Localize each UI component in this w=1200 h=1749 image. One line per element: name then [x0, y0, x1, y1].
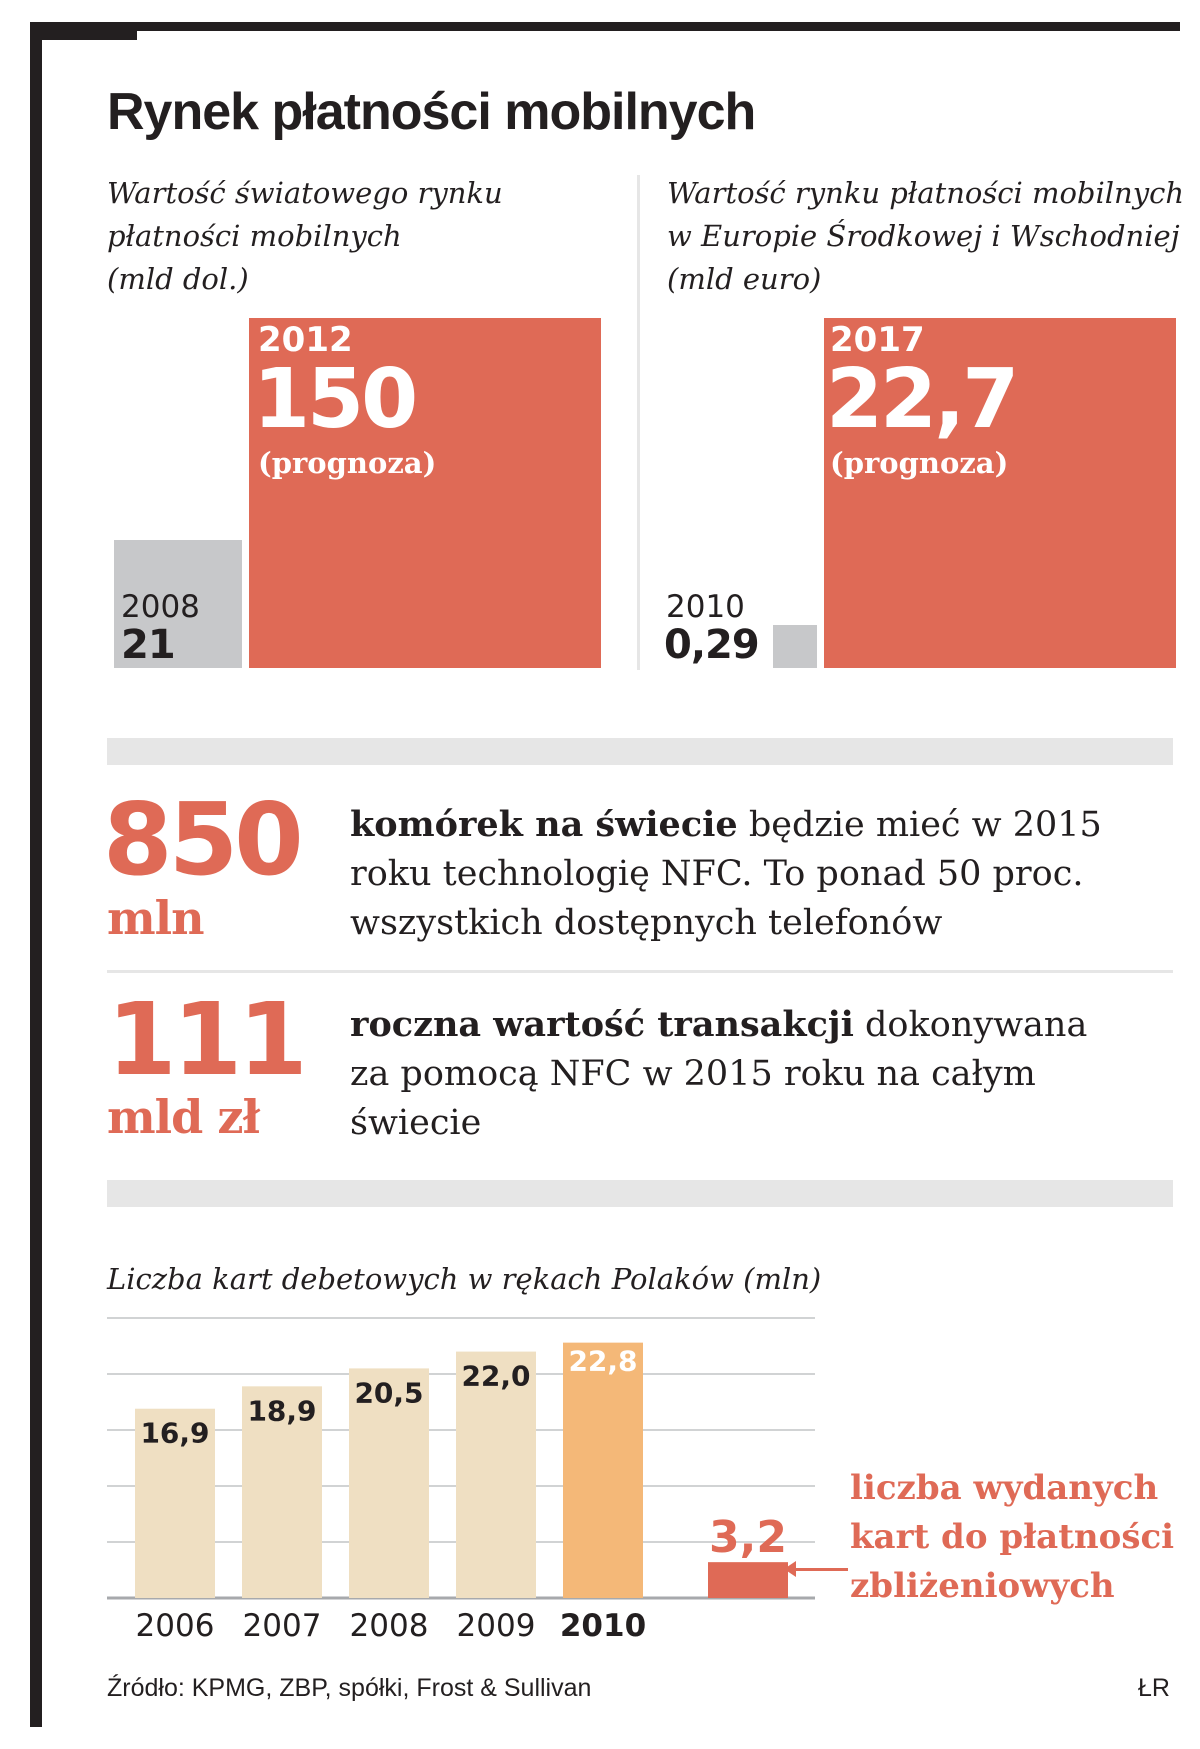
bar-2010: [563, 1343, 643, 1598]
annotation-arrowhead: [784, 1561, 796, 1577]
annotation-arrow-line: [790, 1568, 848, 1571]
stat-unit: mld zł: [107, 1090, 260, 1144]
bar-value-label: 18,9: [247, 1394, 317, 1428]
contactless-annotation: liczba wydanych kart do płatności zbliżeniowych: [850, 1468, 1175, 1606]
bar-contactless-value: 3,2: [709, 1512, 787, 1564]
bar-2008-year: 2008: [121, 589, 200, 625]
bar-value-label: 22,0: [461, 1359, 531, 1393]
x-tick-label: 2008: [349, 1608, 429, 1644]
debit-cards-chart-title: Liczba kart debetowych w rękach Polaków (mln): [107, 1262, 822, 1296]
stat-number: 850: [103, 781, 300, 898]
bar-2017-note: (prognoza): [830, 446, 1009, 480]
x-tick-label: 2010: [559, 1608, 647, 1644]
bar-2017-year: 2017: [830, 320, 925, 360]
bar-value-label: 20,5: [354, 1376, 424, 1410]
stat-unit: mln: [107, 891, 204, 945]
page-title: Rynek płatności mobilnych: [107, 83, 756, 141]
stat-description-rest: będzie mieć w 2015 roku technologię NFC. To ponad 50 proc. wszystkich dostępnych telefonów: [350, 805, 1102, 943]
bar-2012-note: (prognoza): [258, 446, 437, 480]
x-tick-label: 2007: [242, 1608, 322, 1644]
source-note: Źródło: KPMG, ZBP, spółki, Frost & Sullivan: [107, 1674, 592, 1702]
bar-value-label: 16,9: [140, 1416, 210, 1450]
bar-2008-value: 21: [121, 622, 175, 668]
stat-description-bold: roczna wartość transakcji: [350, 1004, 854, 1045]
stat-description-rest: dokonywana za pomocą NFC w 2015 roku na całym świecie: [350, 1005, 1088, 1143]
left-panel-subtitle: Wartość światowego rynku płatności mobilnych (mld dol.): [107, 176, 503, 296]
bar-2012-value: 150: [253, 352, 416, 447]
bar-contactless-cards: [708, 1562, 788, 1598]
bar-value-label: 22,8: [568, 1344, 638, 1378]
x-tick-label: 2006: [135, 1608, 215, 1644]
stat-description-bold: komórek na świecie: [350, 804, 738, 845]
bar-2017-value: 22,7: [826, 352, 1017, 447]
bar-2012-year: 2012: [258, 320, 353, 360]
bar-2010-value: 0,29: [664, 622, 759, 668]
x-tick-label: 2009: [456, 1608, 536, 1644]
right-panel-subtitle: Wartość rynku płatności mobilnych w Europie Środkowej i Wschodniej (mld euro): [667, 176, 1185, 296]
author-initials: ŁR: [1138, 1674, 1170, 1702]
bar-2010-year: 2010: [666, 589, 745, 625]
stat-number: 111: [107, 981, 304, 1098]
